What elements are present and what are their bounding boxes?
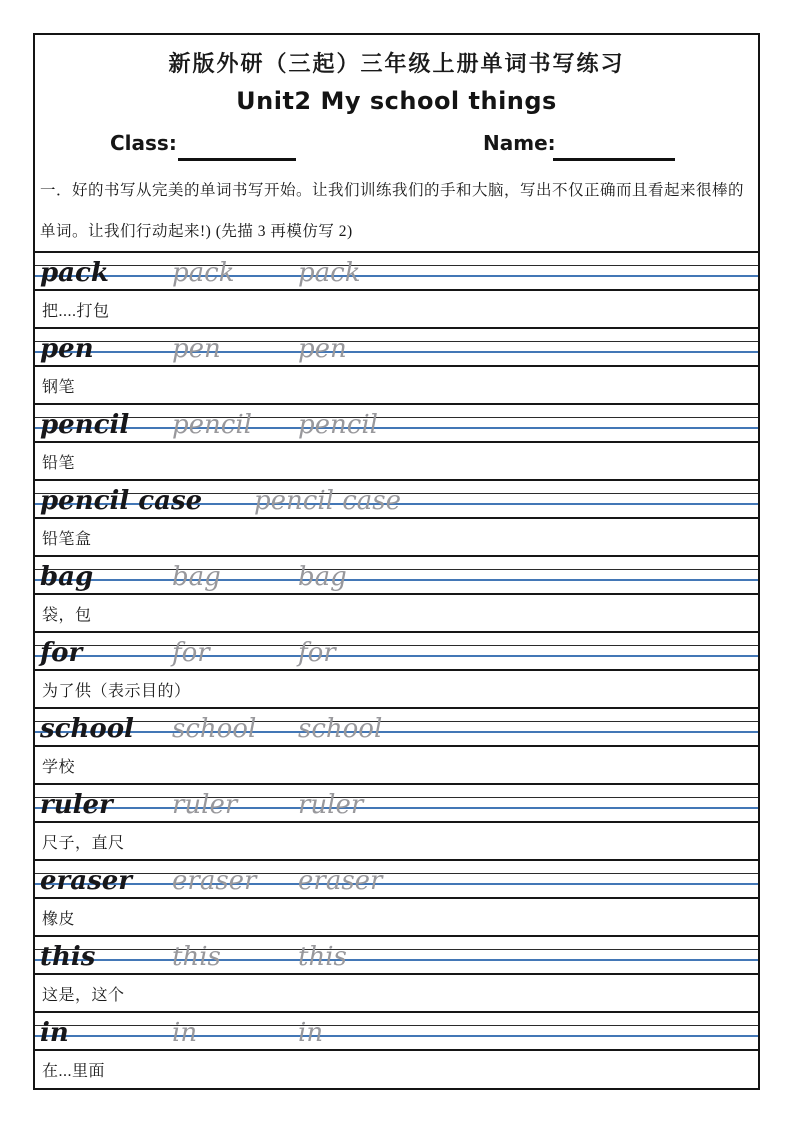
word-trace: for xyxy=(298,638,336,668)
translation-row xyxy=(35,365,758,403)
word-trace: in xyxy=(298,1018,324,1048)
word-practice-row xyxy=(35,327,758,365)
ruling-baseline xyxy=(35,959,758,961)
ruling-midline xyxy=(35,797,758,798)
worksheet-page xyxy=(33,33,760,1090)
word-practice-row xyxy=(35,479,758,517)
word-sample: bag xyxy=(40,562,94,592)
word-translation: 在...里面 xyxy=(42,1062,106,1080)
word-trace: pencil xyxy=(298,410,378,440)
word-sample: pencil xyxy=(40,410,130,440)
translation-row xyxy=(35,821,758,859)
word-translation: 袋，包 xyxy=(42,606,92,624)
word-practice-row xyxy=(35,403,758,441)
ruling-midline xyxy=(35,265,758,266)
ruling-baseline xyxy=(35,655,758,657)
word-translation: 铅笔盒 xyxy=(42,530,92,548)
translation-row xyxy=(35,593,758,631)
unit-title: Unit2 My school things xyxy=(236,87,557,115)
ruling-midline xyxy=(35,1025,758,1026)
ruling-baseline xyxy=(35,883,758,885)
word-trace: for xyxy=(172,638,210,668)
ruling-baseline xyxy=(35,731,758,733)
word-trace: pencil xyxy=(172,410,252,440)
ruling-baseline xyxy=(35,1035,758,1037)
translation-row xyxy=(35,289,758,327)
word-translation: 把....打包 xyxy=(42,302,110,320)
ruling-midline xyxy=(35,645,758,646)
word-trace: eraser xyxy=(172,866,257,896)
word-practice-row xyxy=(35,631,758,669)
translation-row xyxy=(35,745,758,783)
instruction-line-1: 一．好的书写从完美的单词书写开始。让我们训练我们的手和大脑，写出不仅正确而且看起来很棒的 xyxy=(40,182,745,199)
word-sample: pack xyxy=(40,258,109,288)
word-sample: pen xyxy=(40,334,94,364)
word-sample: in xyxy=(40,1018,69,1048)
instruction-line-2: 单词。让我们行动起来!) (先描 3 再模仿写 2) xyxy=(40,223,353,240)
word-practice-row xyxy=(35,707,758,745)
ruling-midline xyxy=(35,341,758,342)
word-translation: 橡皮 xyxy=(42,910,76,928)
word-translation: 尺子，直尺 xyxy=(42,834,125,852)
word-trace: bag xyxy=(298,562,347,592)
word-sample: for xyxy=(40,638,83,668)
translation-row xyxy=(35,669,758,707)
word-trace: pencil case xyxy=(254,486,402,516)
word-trace: pack xyxy=(172,258,235,288)
word-trace: pen xyxy=(298,334,347,364)
ruling-baseline xyxy=(35,427,758,429)
word-sample: this xyxy=(40,942,96,972)
word-trace: pack xyxy=(298,258,361,288)
ruling-midline xyxy=(35,569,758,570)
word-trace: this xyxy=(172,942,221,972)
word-trace: eraser xyxy=(298,866,383,896)
translation-row xyxy=(35,897,758,935)
word-practice-row xyxy=(35,935,758,973)
translation-row xyxy=(35,973,758,1011)
class-fill-line xyxy=(178,158,296,161)
word-trace: school xyxy=(298,714,383,744)
word-trace: ruler xyxy=(172,790,238,820)
word-sample: school xyxy=(40,714,134,744)
name-fill-line xyxy=(553,158,675,161)
word-trace: this xyxy=(298,942,347,972)
word-trace: in xyxy=(172,1018,198,1048)
name-label: Name: xyxy=(483,131,556,155)
word-practice-row xyxy=(35,783,758,821)
ruling-baseline xyxy=(35,351,758,353)
ruling-baseline xyxy=(35,807,758,809)
word-translation: 铅笔 xyxy=(42,454,76,472)
word-practice-row xyxy=(35,1011,758,1049)
word-translation: 学校 xyxy=(42,758,76,776)
ruling-midline xyxy=(35,949,758,950)
word-trace: pen xyxy=(172,334,221,364)
word-sample: eraser xyxy=(40,866,132,896)
ruling-midline xyxy=(35,721,758,722)
word-sample: ruler xyxy=(40,790,113,820)
word-translation: 钢笔 xyxy=(42,378,76,396)
word-translation: 这是，这个 xyxy=(42,986,125,1004)
translation-row xyxy=(35,1049,758,1087)
ruling-midline xyxy=(35,417,758,418)
word-practice-row xyxy=(35,859,758,897)
word-translation: 为了供（表示目的） xyxy=(42,682,191,700)
translation-row xyxy=(35,441,758,479)
ruling-baseline xyxy=(35,579,758,581)
word-sample: pencil case xyxy=(40,486,203,516)
word-practice-row xyxy=(35,251,758,289)
word-trace: school xyxy=(172,714,257,744)
word-trace: bag xyxy=(172,562,221,592)
worksheet-title: 新版外研（三起）三年级上册单词书写练习 xyxy=(168,52,625,77)
translation-row xyxy=(35,517,758,555)
worksheet-header xyxy=(35,35,758,251)
word-trace: ruler xyxy=(298,790,364,820)
word-practice-table xyxy=(35,251,758,1087)
ruling-midline xyxy=(35,873,758,874)
ruling-baseline xyxy=(35,275,758,277)
class-label: Class: xyxy=(110,131,177,155)
word-practice-row xyxy=(35,555,758,593)
